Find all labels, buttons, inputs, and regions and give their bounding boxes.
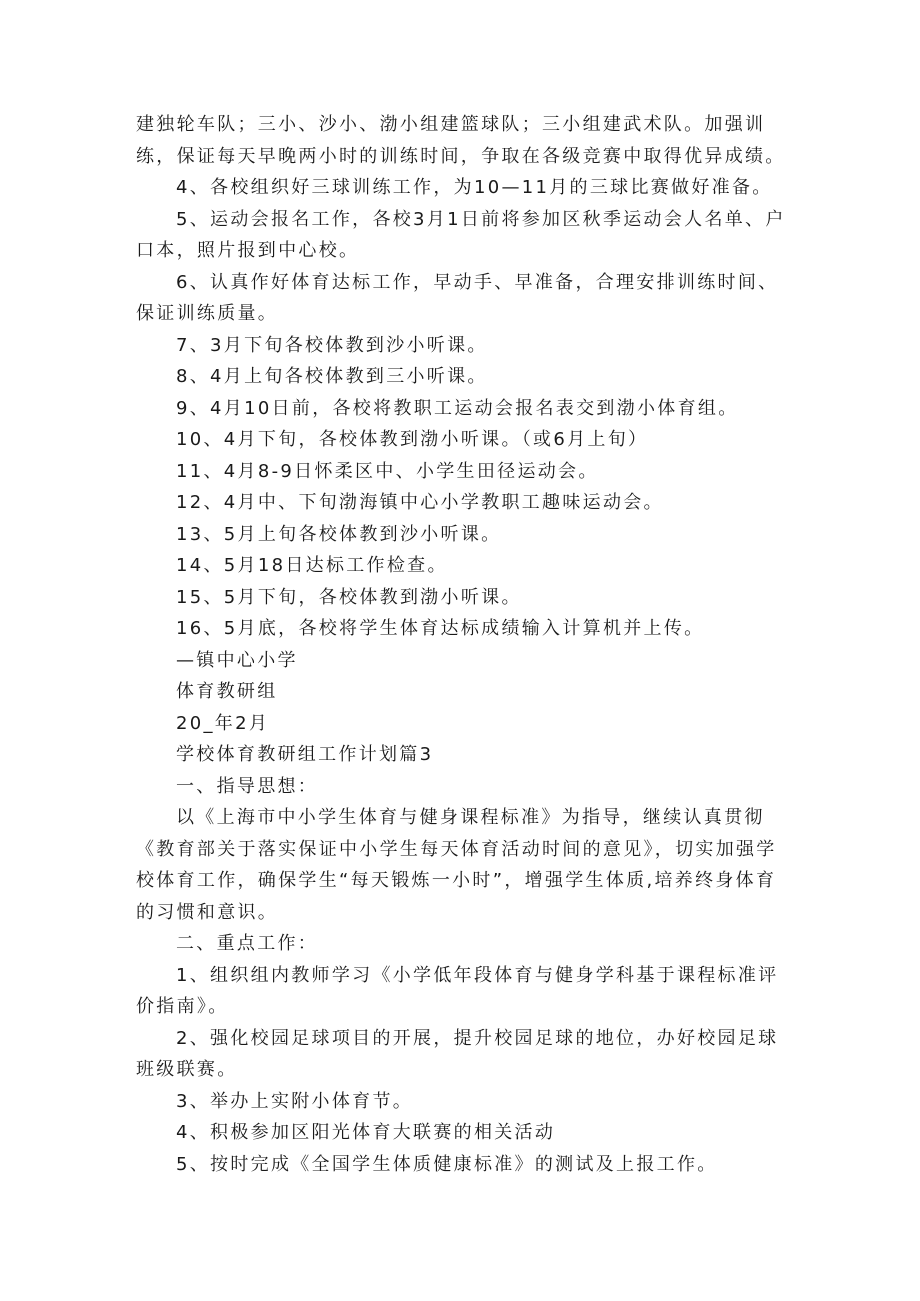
paragraph-guiding-idea: 以《上海市中小学生体育与健身课程标准》为指导，继续认真贯彻《教育部关于落实保证中小学生每天体育活动时间的意见》，切实加强学校体育工作，确保学生“每天锻炼一小时”，增强学生体质,培养终身体育的习惯和意识。 [136, 807, 777, 923]
list-item-7: 7、3月下旬各校体教到沙小听课。 [176, 334, 488, 356]
section-title: 学校体育教研组工作计划篇3 [176, 744, 434, 765]
signature-date: 20_年2月 [176, 712, 270, 734]
key-work-item-1: 1、组织组内教师学习《小学低年段体育与健身学科基于课程标准评价指南》。 [136, 964, 779, 1017]
list-item-16: 16、5月底，各校将学生体育达标成绩输入计算机并上传。 [176, 618, 705, 639]
key-work-item-5: 5、按时完成《全国学生体质健康标准》的测试及上报工作。 [176, 1153, 718, 1175]
list-item-10: 10、4月下旬，各校体教到渤小听课。（或6月上旬） [176, 429, 649, 450]
key-work-item-2: 2、强化校园足球项目的开展，提升校园足球的地位，办好校园足球班级联赛。 [136, 1027, 779, 1080]
signature-school: —镇中心小学 [176, 649, 298, 671]
list-item-11: 11、4月8-9日怀柔区中、小学生田径运动会。 [176, 460, 599, 482]
list-item-14: 14、5月18日达标工作检查。 [176, 555, 448, 576]
key-work-item-3: 3、举办上实附小体育节。 [176, 1090, 414, 1112]
list-item-6: 6、认真作好体育达标工作，早动手、早准备，合理安排训练时间、保证训练质量。 [136, 271, 779, 324]
list-item-8: 8、4月上旬各校体教到三小听课。 [176, 366, 488, 387]
signature-group: 体育教研组 [176, 681, 278, 702]
heading-key-work: 二、重点工作： [176, 933, 319, 954]
heading-guiding-idea: 一、指导思想： [176, 775, 319, 797]
list-item-13: 13、5月上旬各校体教到沙小听课。 [176, 523, 502, 545]
list-item-4: 4、各校组织好三球训练工作，为10—11月的三球比赛做好准备。 [176, 177, 773, 198]
list-item-9: 9、4月10日前，各校将教职工运动会报名表交到渤小体育组。 [176, 397, 739, 419]
list-item-15: 15、5月下旬，各校体教到渤小听课。 [176, 586, 522, 608]
list-item-12: 12、4月中、下旬渤海镇中心小学教职工趣味运动会。 [176, 492, 664, 513]
key-work-item-4: 4、积极参加区阳光体育大联赛的相关活动 [176, 1122, 556, 1143]
list-item-5: 5、运动会报名工作，各校3月1日前将参加区秋季运动会人名单、户口本，照片报到中心校。 [136, 208, 786, 261]
paragraph-continuation: 建独轮车队；三小、沙小、渤小组建篮球队；三小组建武术队。加强训练，保证每天早晚两小时的训练时间，争取在各级竞赛中取得优异成绩。 [136, 114, 786, 167]
